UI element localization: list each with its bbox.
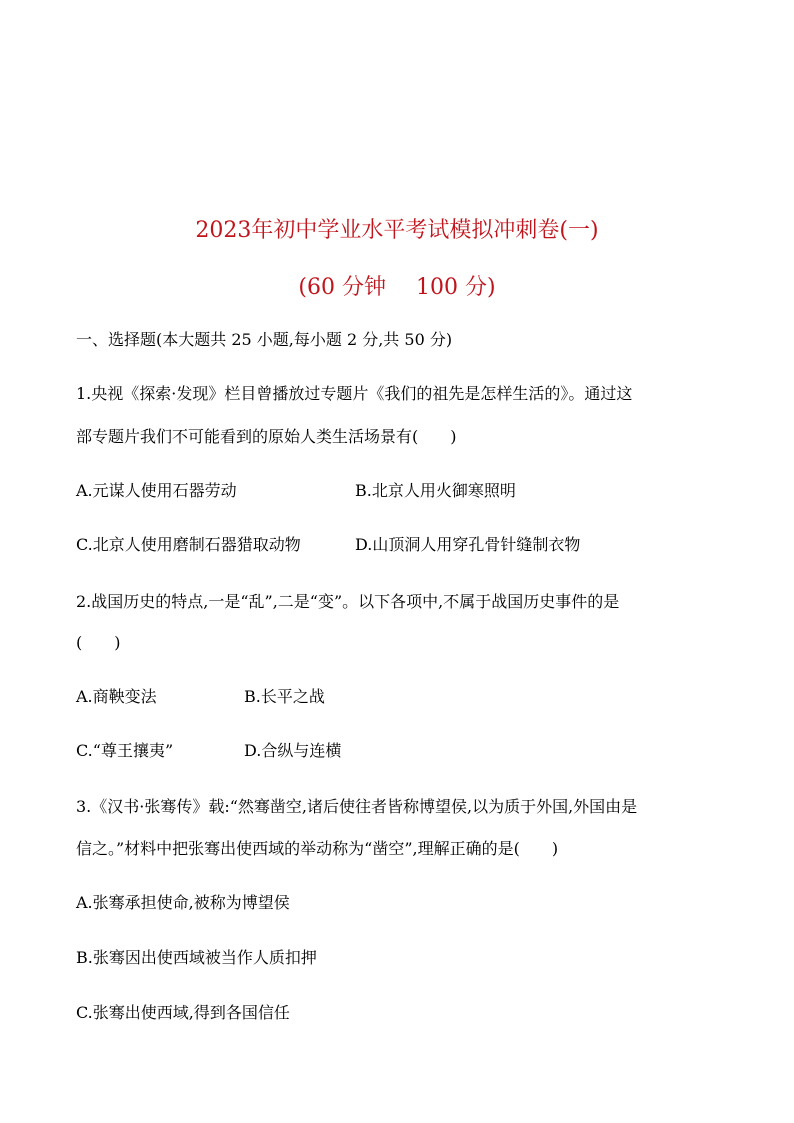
question-1-line-2: 部专题片我们不可能看到的原始人类生活场景有( ) xyxy=(76,427,457,446)
question-1-option-d: D.山顶洞人用穿孔骨针缝制衣物 xyxy=(355,535,581,554)
question-1-line-1: 1.央视《探索·发现》栏目曾播放过专题片《我们的祖先是怎样生活的》。通过这 xyxy=(76,384,633,403)
question-2-option-d: D.合纵与连横 xyxy=(244,741,342,760)
question-2-line-1: 2.战国历史的特点,一是“乱”,二是“变”。以下各项中,不属于战国历史事件的是 xyxy=(76,592,620,611)
question-1-option-c: C.北京人使用磨制石器猎取动物 xyxy=(76,535,301,554)
question-1-option-a: A.元谋人使用石器劳动 xyxy=(76,481,237,500)
question-2-option-a: A.商鞅变法 xyxy=(76,687,157,706)
exam-time: (60 分钟 xyxy=(298,275,386,300)
question-3-option-b: B.张骞因出使西域被当作人质扣押 xyxy=(76,948,317,967)
question-3-option-c: C.张骞出使西域,得到各国信任 xyxy=(76,1003,290,1022)
section-heading: 一、选择题(本大题共 25 小题,每小题 2 分,共 50 分) xyxy=(76,330,453,349)
question-1-option-b: B.北京人用火御寒照明 xyxy=(355,481,516,500)
question-3-line-2: 信之。”材料中把张骞出使西域的举动称为“凿空”,理解正确的是( ) xyxy=(76,839,559,858)
question-2-option-b: B.长平之战 xyxy=(244,687,325,706)
question-2-option-c: C.“尊王攘夷” xyxy=(76,741,174,760)
exam-score: 100 分) xyxy=(416,275,496,300)
question-3-option-a: A.张骞承担使命,被称为博望侯 xyxy=(76,893,290,912)
exam-subtitle xyxy=(0,270,794,301)
exam-title: 2023年初中学业水平考试模拟冲刺卷(一) xyxy=(195,218,599,243)
question-2-line-2: ( ) xyxy=(76,633,121,652)
question-3-line-1: 3.《汉书·张骞传》载:“然骞凿空,诸后使往者皆称博望侯,以为质于外国,外国由是 xyxy=(76,797,638,816)
